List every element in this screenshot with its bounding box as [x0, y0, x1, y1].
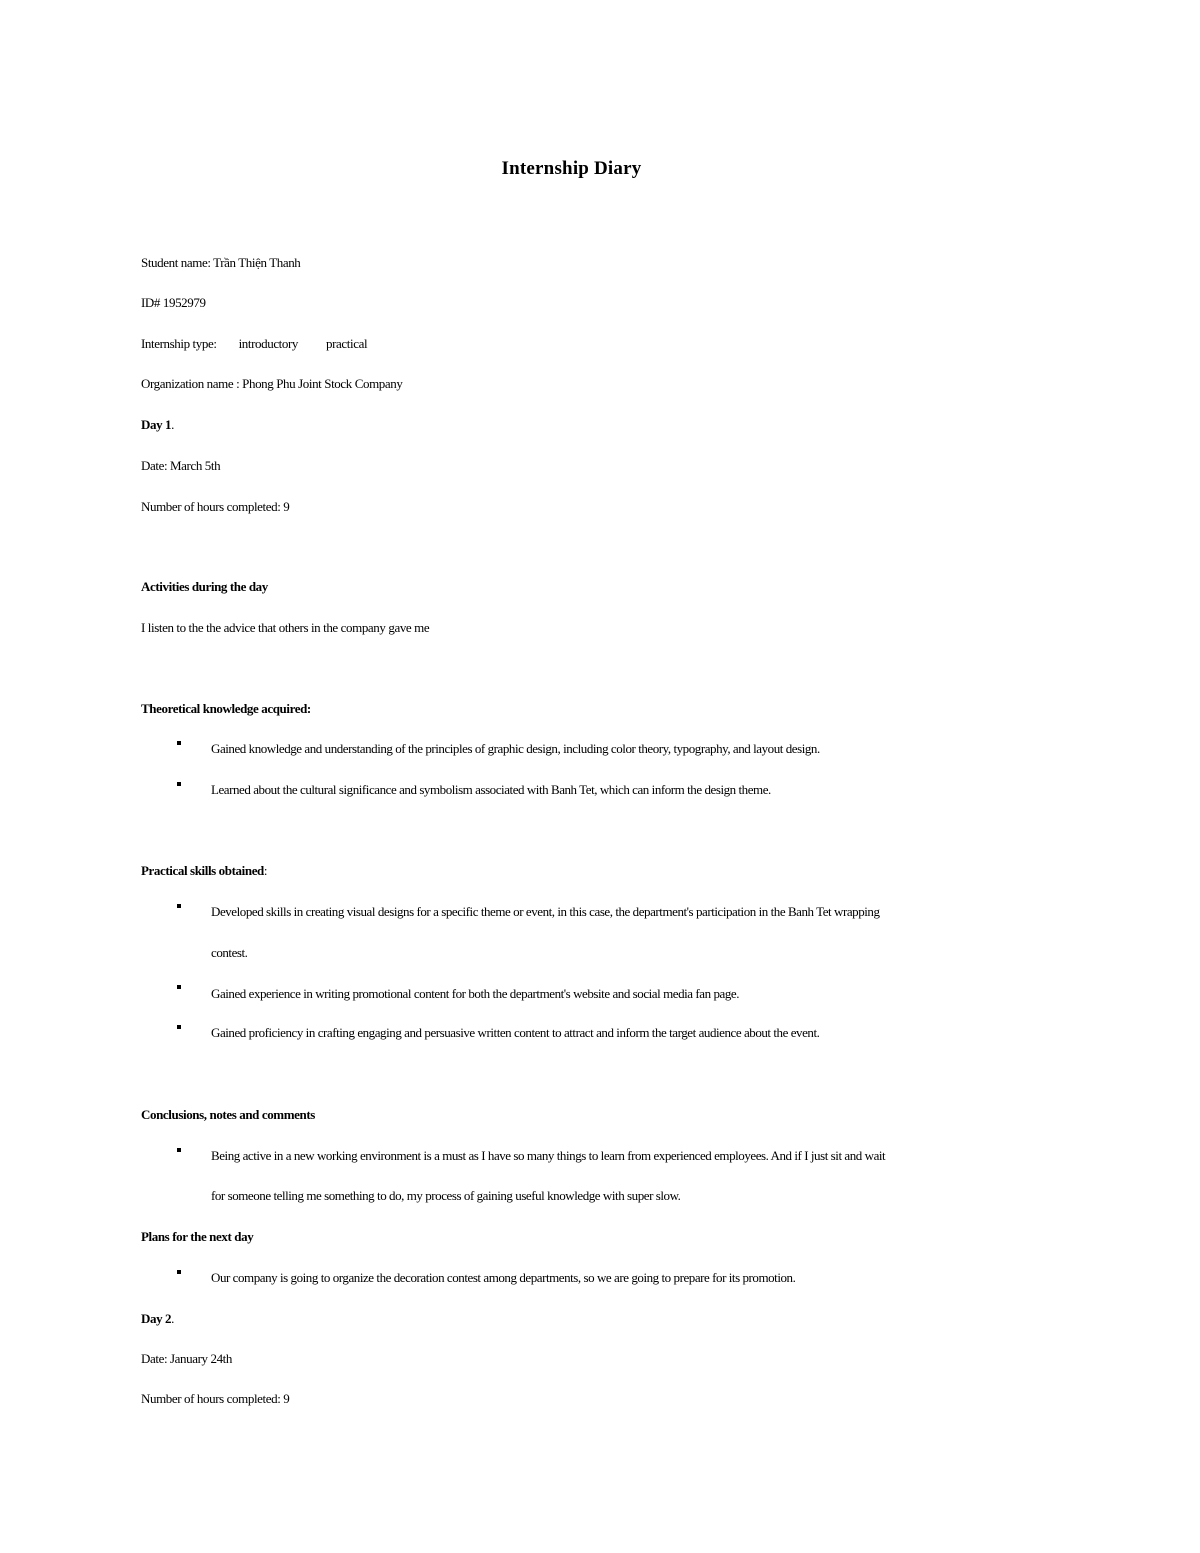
bullet-icon	[177, 985, 181, 989]
day1-heading-suffix: .	[171, 417, 174, 432]
practical-item-line: Developed skills in creating visual designs for a specific theme or event, in this case, the department's participation in the Banh Tet wrapping	[211, 904, 880, 919]
practical-heading-text: Practical skills obtained	[141, 863, 264, 878]
practical-heading-suffix: :	[263, 863, 268, 878]
day1-heading	[141, 416, 174, 434]
bullet-icon	[177, 1148, 181, 1152]
practical-item-line: contest.	[211, 945, 248, 960]
conclusions-item-line: Being active in a new working environment is a must as I have so many things to learn from experienced employees. And if I just sit and wait	[211, 1148, 886, 1163]
organization-line: Organization name : Phong Phu Joint Stock Company	[141, 376, 403, 391]
student-name-line: Student name: Trần Thiện Thanh	[141, 255, 301, 270]
practical-item-line: Gained experience in writing promotional content for both the department's website and social media fan page.	[211, 986, 739, 1001]
internship-type-option-introductory: introductory	[238, 336, 299, 351]
page-title: Internship Diary	[501, 158, 642, 179]
day1-date: Date: March 5th	[141, 458, 221, 473]
theoretical-item: Learned about the cultural significance and symbolism associated with Banh Tet, which can inform the design theme.	[211, 782, 771, 797]
day2-heading-text: Day 2	[141, 1311, 172, 1326]
bullet-icon	[177, 782, 181, 786]
day2-heading	[141, 1310, 174, 1328]
practical-heading	[141, 862, 267, 880]
internship-type-option-practical: practical	[326, 336, 368, 351]
bullet-icon	[177, 1270, 181, 1274]
day2-hours: Number of hours completed: 9	[141, 1391, 290, 1406]
conclusions-heading: Conclusions, notes and comments	[141, 1107, 315, 1122]
bullet-icon	[177, 904, 181, 908]
theoretical-heading: Theoretical knowledge acquired:	[141, 701, 311, 716]
bullet-icon	[177, 1025, 181, 1029]
day2-date: Date: January 24th	[141, 1351, 232, 1366]
internship-type-label: Internship type:	[141, 336, 217, 351]
theoretical-item: Gained knowledge and understanding of the principles of graphic design, including color theory, typography, and layout design.	[211, 741, 820, 756]
student-id-line: ID# 1952979	[141, 295, 206, 310]
plans-heading: Plans for the next day	[141, 1229, 254, 1244]
conclusions-item-line: for someone telling me something to do, my process of gaining useful knowledge with super slow.	[211, 1188, 681, 1203]
bullet-icon	[177, 741, 181, 745]
day2-heading-suffix: .	[171, 1311, 174, 1326]
day1-heading-text: Day 1	[141, 417, 172, 432]
internship-type-line	[141, 335, 367, 353]
activities-text: I listen to the the advice that others in the company gave me	[141, 620, 430, 635]
plans-item: Our company is going to organize the decoration contest among departments, so we are going to prepare for its promotion.	[211, 1270, 796, 1285]
activities-heading: Activities during the day	[141, 579, 268, 594]
practical-item-line: Gained proficiency in crafting engaging and persuasive written content to attract and inform the target audience about the event.	[211, 1025, 820, 1040]
day1-hours: Number of hours completed: 9	[141, 499, 290, 514]
